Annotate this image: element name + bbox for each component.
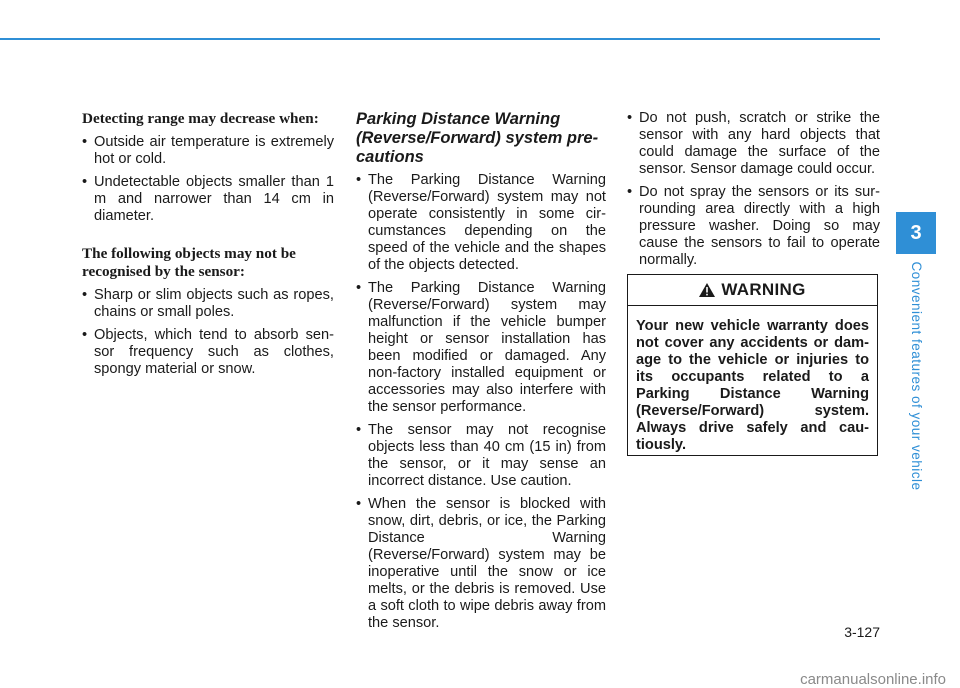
chapter-tab: 3 — [896, 212, 936, 254]
section-heading-precautions: Parking Distance Warning (Reverse/Forward) system pre- cautions — [356, 110, 599, 166]
list-item: • The sensor may not recognise objects less than 40 cm (15 in) from the sensor, or it may sense an incorrect distance. Use caution. — [356, 422, 606, 490]
list-item: • Do not push, scratch or strike the sensor with any hard objects that could damage the surface of the sensor. Sensor damage could occur. — [627, 110, 880, 178]
list-item: • Do not spray the sensors or its sur- rounding area directly with a high pressure washer. Doing so may cause the sensors to fail to operate normally. — [627, 184, 880, 269]
warning-triangle-icon — [699, 283, 715, 297]
detecting-range-list — [82, 134, 334, 225]
watermark: carmanualsonline.info — [800, 671, 946, 688]
column-left — [82, 110, 334, 384]
column-right — [627, 110, 880, 275]
column-middle — [356, 110, 606, 638]
warning-box — [627, 274, 878, 456]
section-heading-detecting-range: Detecting range may decrease when: — [82, 110, 319, 127]
warning-title: WARNING — [721, 280, 806, 299]
header-rule — [0, 38, 880, 40]
precautions-list — [356, 172, 606, 632]
list-item: • The Parking Distance Warning (Reverse/Forward) system may not operate consistently in some cir- cumstances depending on the speed of the vehicle and the shapes of the objects detected. — [356, 172, 606, 274]
section-heading-objects: The following objects may not be recognised by the sensor: — [82, 245, 296, 280]
list-item: • Objects, which tend to absorb sen- sor frequency such as clothes, spongy material or snow. — [82, 327, 334, 378]
list-item: • The Parking Distance Warning (Reverse/Forward) system may malfunction if the vehicle bumper height or sensor installation has been modified or damaged. Any non-factory installed equipment or accessories may also interfere with the sensor performance. — [356, 280, 606, 416]
warning-header — [628, 275, 877, 306]
list-item: • Undetectable objects smaller than 1 m and narrower than 14 cm in diameter. — [82, 174, 334, 225]
list-item: • Sharp or slim objects such as ropes, chains or small poles. — [82, 287, 334, 321]
chapter-label: Convenient features of your vehicle — [909, 261, 924, 491]
warning-text: Your new vehicle warranty does not cover any accidents or dam- age to the vehicle or injuries to its occupants related to a Parking Distance Warning (Reverse/Forward) system. Always drive safely and cau- tiously. — [636, 318, 869, 453]
list-item: • Outside air temperature is extremely hot or cold. — [82, 134, 334, 168]
objects-list — [82, 287, 334, 378]
page-number: 3-127 — [844, 624, 880, 640]
sensor-care-list — [627, 110, 880, 269]
list-item: • When the sensor is blocked with snow, dirt, debris, or ice, the Parking Distance Warning (Reverse/Forward) system may be inoperative until the snow or ice melts, or the debris is removed. Use a soft cloth to wipe debris away from the sensor. — [356, 496, 606, 632]
